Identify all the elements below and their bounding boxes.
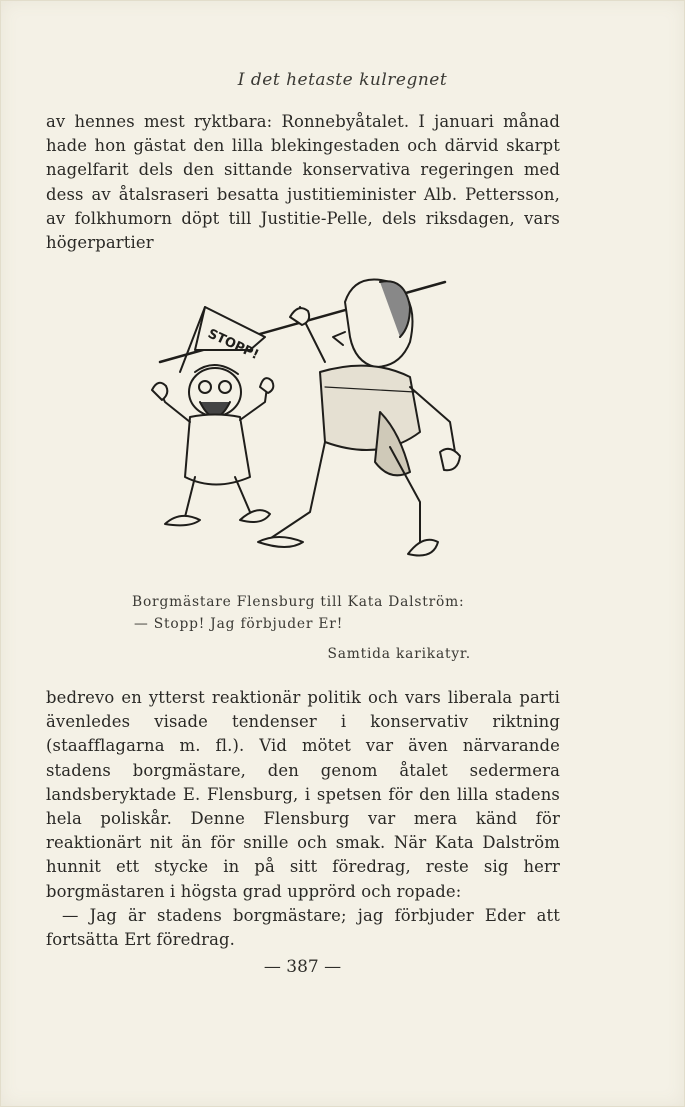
page-number: — 387 — [263,957,342,977]
caricature-illustration [140,262,470,572]
paragraph-top: av hennes mest ryktbara: Ronnebyåtalet. I januari månad hade hon gästat den lilla blekingestaden och därvid skarpt nagelfarit dels den sittande konservativa regeringen med dess av åtalsraseri besatta justitieminister Alb. Pettersson, av folkhumorn döpt till Justitie-Pelle, dels riksdagen, vars högerpartier [46,112,560,253]
running-header: I det hetaste kulregnet [237,70,448,90]
caption-line-1: Borgmästare Flensburg till Kata Dalström: [132,594,465,610]
sign-text: STOPP! [205,326,261,364]
kata-dalstrom-figure [258,280,460,556]
body-paragraph-bottom [46,686,560,952]
caption-source: Samtida karikatyr. [327,646,471,662]
body-paragraph-top [46,110,560,255]
burgomaster-figure [152,365,273,525]
paragraph-bottom-2: — Jag är stadens borgmästare; jag förbjuder Eder att fortsätta Ert föredrag. [46,905,560,950]
paragraph-bottom-1: bedrevo en ytterst reaktionär politik och vars liberala parti ävenledes visade tendenser i konservativ riktning (staafflagarna m. fl.). Vid mötet var även närvarande stadens borgmästare, den genom åtalet sedermera landsberyktade E. Flensburg, i spetsen för den lilla stadens hela poliskår. Denne Flensburg var mera känd för reaktionärt nit än för snille och smak. När Kata Dalström hunnit ett stycke in på sitt föredrag, reste sig herr borgmästaren i högsta grad upprörd och ropade: [46,688,560,901]
caption-line-2: — Stopp! Jag förbjuder Er! [134,616,344,632]
